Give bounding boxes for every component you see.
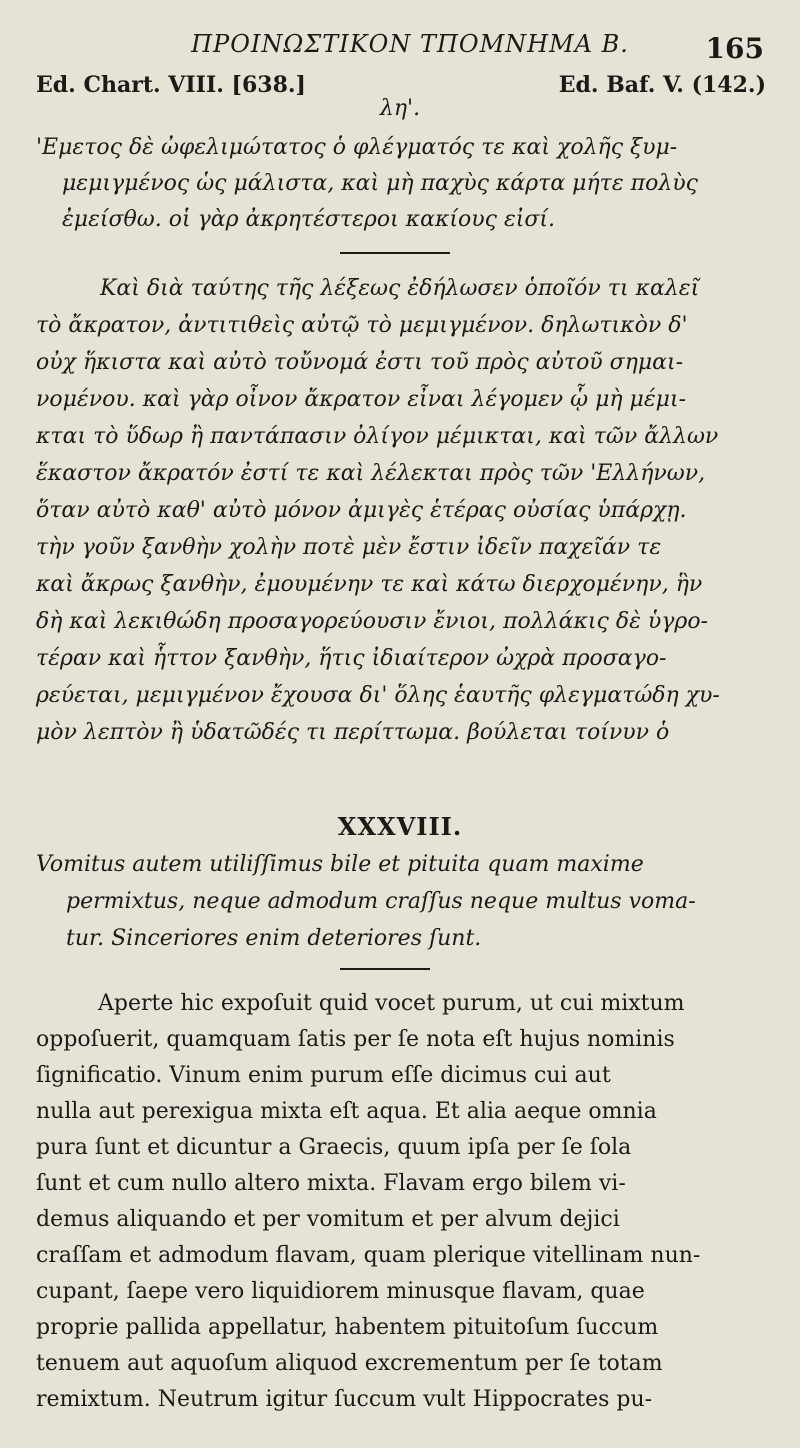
greek-commentary-line: ἕκαστον ἄκρατόν ἐστί τε καὶ λέλεκται πρὸς τῶν 'Ελλήνων, <box>36 461 706 486</box>
latin-section-number: XXXVIII. <box>337 812 463 841</box>
greek-commentary-line: νομένου. καὶ γὰρ οἶνον ἄκρατον εἶναι λέγομεν ᾧ μὴ μέμι- <box>36 387 687 412</box>
latin-lemma-line: tur. Sinceriores enim deteriores ſunt. <box>66 926 482 951</box>
latin-commentary-line: pura ſunt et dicuntur a Graecis, quum ipſa per ſe ſola <box>36 1135 632 1160</box>
edition-reference-right: Ed. Baf. V. (142.) <box>558 72 766 98</box>
latin-commentary-line: remixtum. Neutrum igitur ſuccum vult Hippocrates pu- <box>36 1387 653 1412</box>
latin-commentary-line: tenuem aut aquoſum aliquod excrementum per ſe totam <box>36 1351 663 1376</box>
greek-commentary-line: τὴν γοῦν ξανθὴν χολὴν ποτὲ μὲν ἔστιν ἰδεῖν παχεῖάν τε <box>36 535 662 560</box>
greek-commentary-line: τέραν καὶ ἧττον ξανθὴν, ἥτις ἰδιαίτερον ὠχρὰ προσαγο- <box>36 646 667 671</box>
latin-commentary-line: ſunt et cum nullo altero mixta. Flavam ergo bilem vi- <box>36 1171 626 1196</box>
latin-commentary-line: ſignificatio. Vinum enim purum eſſe dicimus cui aut <box>36 1063 611 1088</box>
greek-commentary <box>36 270 766 751</box>
page-number: 165 <box>705 32 764 65</box>
latin-commentary-line: Aperte hic expoſuit quid vocet purum, ut cui mixtum <box>98 991 685 1016</box>
greek-lemma-line: μεμιγμένος ὡς μάλιστα, καὶ μὴ παχὺς κάρτα μήτε πολὺς <box>62 171 698 196</box>
latin-commentary-line: demus aliquando et per vomitum et per alvum dejici <box>36 1207 620 1232</box>
latin-commentary-line: proprie pallida appellatur, habentem pituitoſum ſuccum <box>36 1315 659 1340</box>
section-divider <box>340 252 450 254</box>
greek-commentary-line: Καὶ διὰ ταύτης τῆς λέξεως ἐδήλωσεν ὁποῖόν τι καλεῖ <box>100 276 700 301</box>
latin-lemma <box>36 846 766 957</box>
greek-commentary-line: τὸ ἄκρατον, ἀντιτιθεὶς αὐτῷ τὸ μεμιγμένον. δηλωτικὸν δ' <box>36 313 688 338</box>
latin-commentary-line: oppoſuerit, quamquam ſatis per ſe nota eſt hujus nominis <box>36 1027 675 1052</box>
latin-commentary-line: cupant, ſaepe vero liquidiorem minusque flavam, quae <box>36 1279 645 1304</box>
greek-lemma <box>36 130 766 238</box>
greek-commentary-line: ρεύεται, μεμιγμένον ἔχουσα δι' ὅλης ἑαυτῆς φλεγματώδη χυ- <box>36 683 720 708</box>
greek-commentary-line: ὅταν αὐτὸ καθ' αὐτὸ μόνον ἀμιγὲς ἑτέρας οὐσίας ὑπάρχῃ. <box>36 498 687 523</box>
greek-lemma-line: 'Εμετος δὲ ὠφελιμώτατος ὁ φλέγματός τε καὶ χολῆς ξυμ- <box>36 135 678 160</box>
latin-commentary <box>36 986 766 1418</box>
greek-commentary-line: δὴ καὶ λεκιθώδη προσαγορεύουσιν ἔνιοι, πολλάκις δὲ ὑγρο- <box>36 609 709 634</box>
section-divider <box>340 968 430 970</box>
latin-lemma-line: permixtus, neque admodum craſſus neque multus voma- <box>66 889 696 914</box>
latin-commentary-line: nulla aut perexigua mixta eſt aqua. Et alia aeque omnia <box>36 1099 657 1124</box>
greek-commentary-line: κται τὸ ὕδωρ ἢ παντάπασιν ὀλίγον μέμικται, καὶ τῶν ἄλλων <box>36 424 719 449</box>
greek-commentary-line: οὐχ ἥκιστα καὶ αὐτὸ τοὔνομά ἐστι τοῦ πρὸς αὐτοῦ σημαι- <box>36 350 684 375</box>
greek-lemma-line: ἐμείσθω. οἱ γὰρ ἀκρητέστεροι κακίους εἰσί. <box>62 207 556 232</box>
greek-commentary-line: μὸν λεπτὸν ἢ ὑδατῶδές τι περίττωμα. βούλεται τοίνυν ὁ <box>36 720 670 745</box>
running-header-title: ΠΡΟΙΝΩΣΤΙΚΟΝ ΤΠΟΜΝΗΜΑ Β. <box>191 30 629 58</box>
edition-reference-left: Ed. Chart. VIII. [638.] <box>36 72 306 98</box>
latin-commentary-line: craſſam et admodum flavam, quam plerique vitellinam nun- <box>36 1243 701 1268</box>
greek-commentary-line: καὶ ἄκρως ξανθὴν, ἐμουμένην τε καὶ κάτω διερχομένην, ἣν <box>36 572 703 597</box>
greek-section-number: λη'. <box>379 96 421 121</box>
latin-lemma-line: Vomitus autem utiliſſimus bile et pituita quam maxime <box>36 852 644 877</box>
